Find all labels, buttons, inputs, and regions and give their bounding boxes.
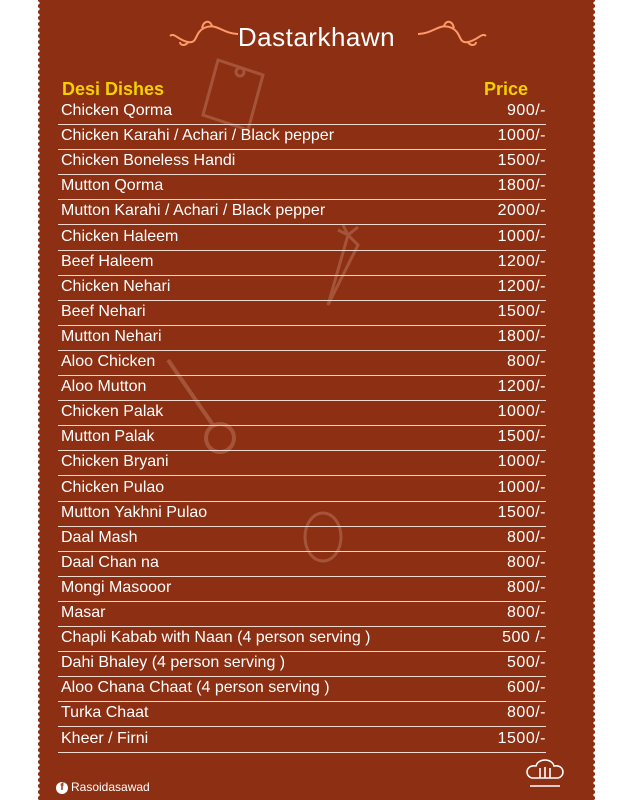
menu-item-price: 1800/- [497,327,546,345]
menu-title: Dastarkhawn [237,22,396,52]
row-divider [58,174,546,175]
menu-item-name: Chicken Pulao [61,478,165,496]
menu-item-row [58,503,546,527]
menu-item-price: 1000/- [497,127,546,145]
menu-item-price: 1500/- [497,302,546,320]
menu-item-price: 2000/- [497,202,546,220]
menu-item-price: 1500/- [497,503,546,521]
row-divider [58,350,546,351]
menu-item-row [58,151,546,175]
menu-item-name: Chicken Karahi / Achari / Black pepper [61,127,335,145]
menu-item-name: Dahi Bhaley (4 person serving ) [61,654,286,672]
menu-item-price: 1200/- [497,378,546,396]
scalloped-edge-right [593,0,597,800]
row-divider [58,701,546,702]
menu-item-row [58,201,546,225]
menu-item-name: Masar [61,604,106,621]
menu-item-price: 1200/- [497,277,546,295]
menu-item-price: 800/- [507,553,546,571]
menu-item-name: Mutton Nehari [61,327,162,345]
menu-item-row [58,126,546,150]
menu-item-price: 1500/- [497,428,546,446]
row-divider [58,425,546,426]
menu-item-name: Mongi Masooor [61,578,172,596]
menu-item-price: 500/- [507,654,546,672]
menu-item-row [58,427,546,451]
menu-item-name: Mutton Karahi / Achari / Black pepper [61,202,326,220]
menu-item-name: Mutton Qorma [61,177,164,195]
menu-item-price: 900/- [507,102,546,119]
menu-item-price: 1000/- [497,227,546,245]
menu-item-price: 600/- [507,679,546,697]
menu-item-name: Chapli Kabab with Naan (4 person serving ) [61,629,371,647]
menu-item-price: 1800/- [497,177,546,195]
menu-item-price: 1500/- [497,152,546,170]
menu-item-price: 500 /- [502,629,546,647]
menu-item-row [58,377,546,401]
menu-item-price: 800/- [507,578,546,596]
menu-item-name: Beef Haleem [61,252,154,270]
menu-item-row [58,528,546,552]
menu-item-row [58,227,546,251]
menu-item-row [58,478,546,502]
menu-item-row [58,578,546,602]
row-divider [58,375,546,376]
menu-item-row [58,678,546,702]
menu-item-name: Kheer / Firni [61,729,149,747]
menu-item-row [58,101,546,125]
menu-item-name: Chicken Boneless Handi [61,152,236,170]
menu-item-row [58,553,546,577]
menu-item-name: Aloo Mutton [61,378,147,396]
menu-item-name: Chicken Palak [61,403,164,421]
menu-item-row [58,402,546,426]
menu-item-name: Mutton Yakhni Pulao [61,503,208,521]
row-divider [58,250,546,251]
menu-item-name: Chicken Haleem [61,227,179,245]
row-divider [58,275,546,276]
menu-item-row [58,729,546,753]
menu-item-name: Mutton Palak [61,428,155,446]
row-divider [58,601,546,602]
menu-item-name: Chicken Qorma [61,102,173,119]
menu-item-row [58,352,546,376]
menu-item-price: 800/- [507,353,546,370]
row-divider [58,626,546,627]
menu-item-price: 1200/- [497,252,546,270]
menu-item-name: Daal Mash [61,528,138,546]
column-heading-price: Price [484,79,529,99]
menu-item-row [58,653,546,677]
facebook-handle: Rasoidasawad [71,780,150,794]
menu-item-row [58,327,546,351]
menu-item-name: Chicken Bryani [61,453,169,471]
menu-item-price: 1000/- [497,403,546,421]
menu-item-name: Aloo Chicken [61,353,156,370]
menu-item-name: Turka Chaat [61,704,149,722]
scalloped-edge-left [36,0,40,800]
row-divider [58,551,546,552]
menu-item-price: 800/- [507,604,546,621]
menu-item-row [58,176,546,200]
menu-item-row [58,628,546,652]
row-divider [58,450,546,451]
menu-item-row [58,703,546,727]
menu-item-name: Daal Chan na [61,553,159,571]
menu-item-name: Beef Nehari [61,302,146,320]
row-divider [58,199,546,200]
menu-item-row [58,603,546,627]
menu-item-name: Aloo Chana Chaat (4 person serving ) [61,679,330,697]
row-divider [58,651,546,652]
menu-item-row [58,302,546,326]
facebook-icon: f [56,782,68,794]
menu-item-row [58,452,546,476]
facebook-footer[interactable] [56,780,150,794]
menu-card [38,0,595,800]
row-divider [58,475,546,476]
row-divider [58,149,546,150]
row-divider [58,224,546,225]
menu-item-name: Chicken Nehari [61,277,171,295]
row-divider [58,726,546,727]
menu-item-row [58,252,546,276]
row-divider [58,400,546,401]
chef-hat-logo-icon [522,756,568,796]
row-divider [58,300,546,301]
column-heading-dishes: Desi Dishes [62,79,165,99]
row-divider [58,124,546,125]
row-divider [58,501,546,502]
row-divider [58,752,546,753]
row-divider [58,676,546,677]
row-divider [58,325,546,326]
row-divider [58,576,546,577]
row-divider [58,526,546,527]
menu-item-price: 1000/- [497,453,546,471]
menu-item-price: 1500/- [497,729,546,747]
menu-item-price: 800/- [507,528,546,546]
menu-item-row [58,277,546,301]
menu-item-price: 800/- [507,704,546,722]
menu-item-price: 1000/- [497,478,546,496]
